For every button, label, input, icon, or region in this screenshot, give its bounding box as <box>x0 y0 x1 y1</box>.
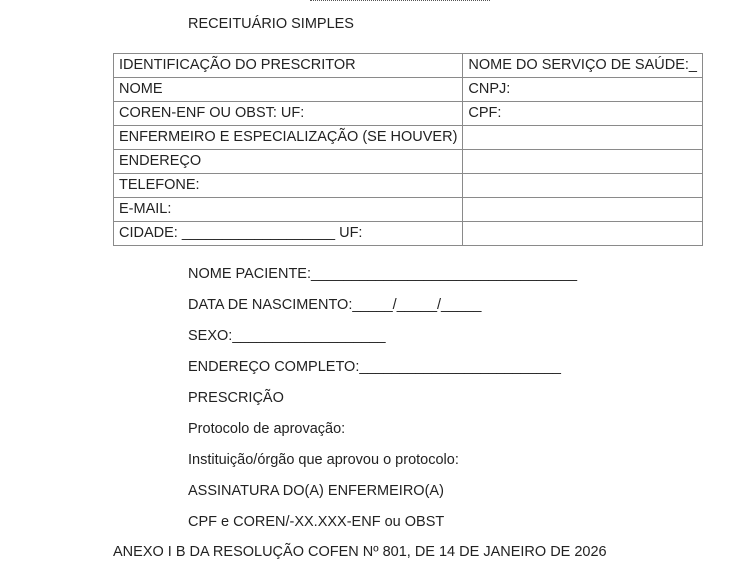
table-cell: CIDADE: ___________________ UF: <box>114 222 463 246</box>
table-cell <box>463 222 703 246</box>
table-cell: ENDEREÇO <box>114 150 463 174</box>
document-title: RECEITUÁRIO SIMPLES <box>188 16 354 32</box>
table-row <box>114 126 703 150</box>
table-cell <box>463 150 703 174</box>
table-cell <box>463 198 703 222</box>
signature-field: ASSINATURA DO(A) ENFERMEIRO(A) <box>188 483 444 499</box>
table-cell: COREN-ENF OU OBST: UF: <box>114 102 463 126</box>
table-cell: ENFERMEIRO E ESPECIALIZAÇÃO (SE HOUVER) <box>114 126 463 150</box>
table-row <box>114 102 703 126</box>
footer-resolution: ANEXO I B DA RESOLUÇÃO COFEN Nº 801, DE 14 DE JANEIRO DE 2026 <box>113 544 607 560</box>
table-cell: IDENTIFICAÇÃO DO PRESCRITOR <box>114 54 463 78</box>
table-row <box>114 222 703 246</box>
protocol-field: Protocolo de aprovação: <box>188 421 346 437</box>
patient-name-field: NOME PACIENTE:_________________________________ <box>188 266 578 282</box>
table-cell: E-MAIL: <box>114 198 463 222</box>
table-row <box>114 198 703 222</box>
table-cell: NOME DO SERVIÇO DE SAÚDE:_ <box>463 54 703 78</box>
table-cell: TELEFONE: <box>114 174 463 198</box>
sex-field: SEXO:___________________ <box>188 328 386 344</box>
table-row <box>114 54 703 78</box>
table-row <box>114 150 703 174</box>
cropped-top-text <box>310 0 490 1</box>
table-row <box>114 78 703 102</box>
table-cell: CNPJ: <box>463 78 703 102</box>
table-cell <box>463 126 703 150</box>
table-row <box>114 174 703 198</box>
address-field: ENDEREÇO COMPLETO:_________________________ <box>188 359 561 375</box>
cpf-coren-field: CPF e COREN/-XX.XXX-ENF ou OBST <box>188 514 445 530</box>
table-cell: NOME <box>114 78 463 102</box>
prescription-heading: PRESCRIÇÃO <box>188 390 284 406</box>
birth-date-field: DATA DE NASCIMENTO:_____/_____/_____ <box>188 297 482 313</box>
table-cell <box>463 174 703 198</box>
table-cell: CPF: <box>463 102 703 126</box>
prescriber-table <box>113 53 703 246</box>
institution-field: Instituição/órgão que aprovou o protocolo: <box>188 452 459 468</box>
